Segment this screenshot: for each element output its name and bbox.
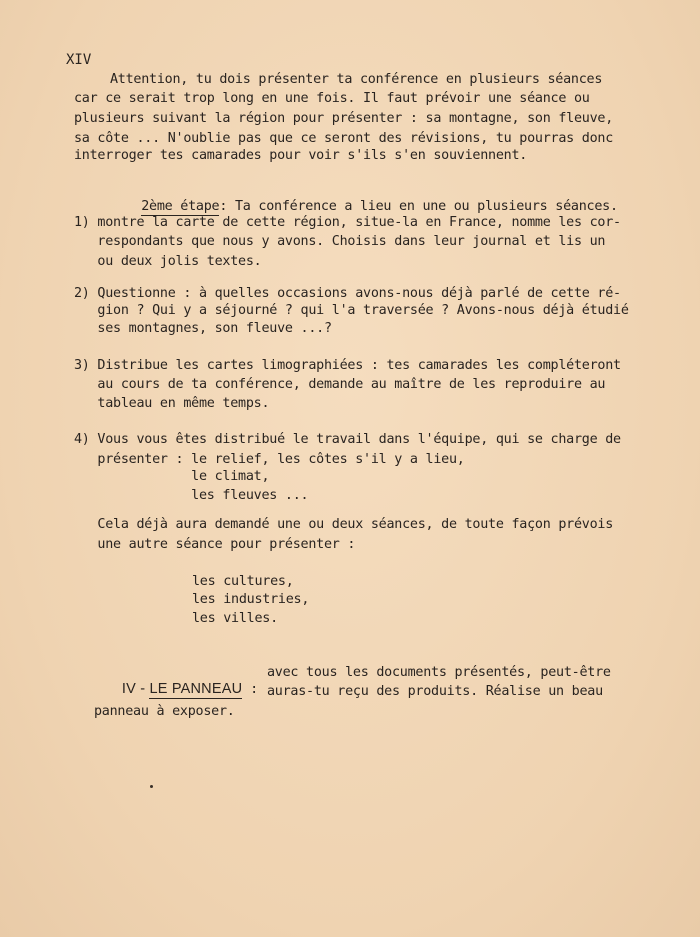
item-line: respondants que nous y avons. Choisis dans leur journal et lis un	[74, 234, 606, 249]
topic-item: les cultures,	[192, 574, 294, 589]
item-line: ses montagnes, son fleuve ...?	[74, 321, 332, 336]
section-iv-colon: :	[242, 682, 258, 697]
etape-label: 2ème étape	[141, 199, 220, 214]
topic-item: les industries,	[192, 592, 310, 607]
item-line: ou deux jolis textes.	[74, 254, 262, 269]
section-iv-title: LE PANNEAU	[149, 681, 243, 697]
intro-line: plusieurs suivant la région pour présenter : sa montagne, son fleuve,	[74, 111, 614, 126]
item-line: gion ? Qui y a séjourné ? qui l'a traversée ? Avons-nous déjà étudié	[74, 303, 629, 318]
item-line: 3) Distribue les cartes limographiées : tes camarades les compléteront	[74, 358, 621, 373]
page-number: XIV	[66, 52, 92, 68]
intro-line: car ce serait trop long en une fois. Il faut prévoir une séance ou	[74, 91, 590, 106]
item-line: tableau en même temps.	[74, 396, 270, 411]
section-iv-line: auras-tu reçu des produits. Réalise un beau	[267, 684, 603, 699]
item-line: 4) Vous vous êtes distribué le travail dans l'équipe, qui se charge de	[74, 432, 621, 447]
intro-line: sa côte ... N'oublie pas que ce seront des révisions, tu pourras donc	[74, 131, 614, 146]
section-iv-last-line: panneau à exposer.	[94, 704, 235, 719]
intro-line: interroger tes camarades pour voir s'ils s'en souviennent.	[74, 148, 528, 163]
topic-item: les villes.	[192, 611, 278, 626]
item-line: 2) Questionne : à quelles occasions avons-nous déjà parlé de cette ré-	[74, 286, 621, 301]
item-line: 1) montre la carte de cette région, situe-la en France, nomme les cor-	[74, 215, 621, 230]
followup-line: une autre séance pour présenter :	[74, 537, 356, 552]
item-line: au cours de ta conférence, demande au maître de les reproduire au	[74, 377, 606, 392]
item-line: les fleuves ...	[74, 488, 309, 503]
followup-line: Cela déjà aura demandé une ou deux séances, de toute façon prévois	[74, 517, 614, 532]
etape-text: : Ta conférence a lieu en une ou plusieurs séances.	[219, 199, 618, 214]
item-line: le climat,	[74, 469, 270, 484]
item-line: présenter : le relief, les côtes s'il y a lieu,	[74, 452, 465, 467]
section-iv-prefix: IV -	[121, 681, 150, 697]
ink-speck	[150, 785, 153, 788]
section-iv-line: avec tous les documents présentés, peut-être	[267, 665, 611, 680]
intro-line: Attention, tu dois présenter ta conférence en plusieurs séances	[110, 72, 603, 87]
